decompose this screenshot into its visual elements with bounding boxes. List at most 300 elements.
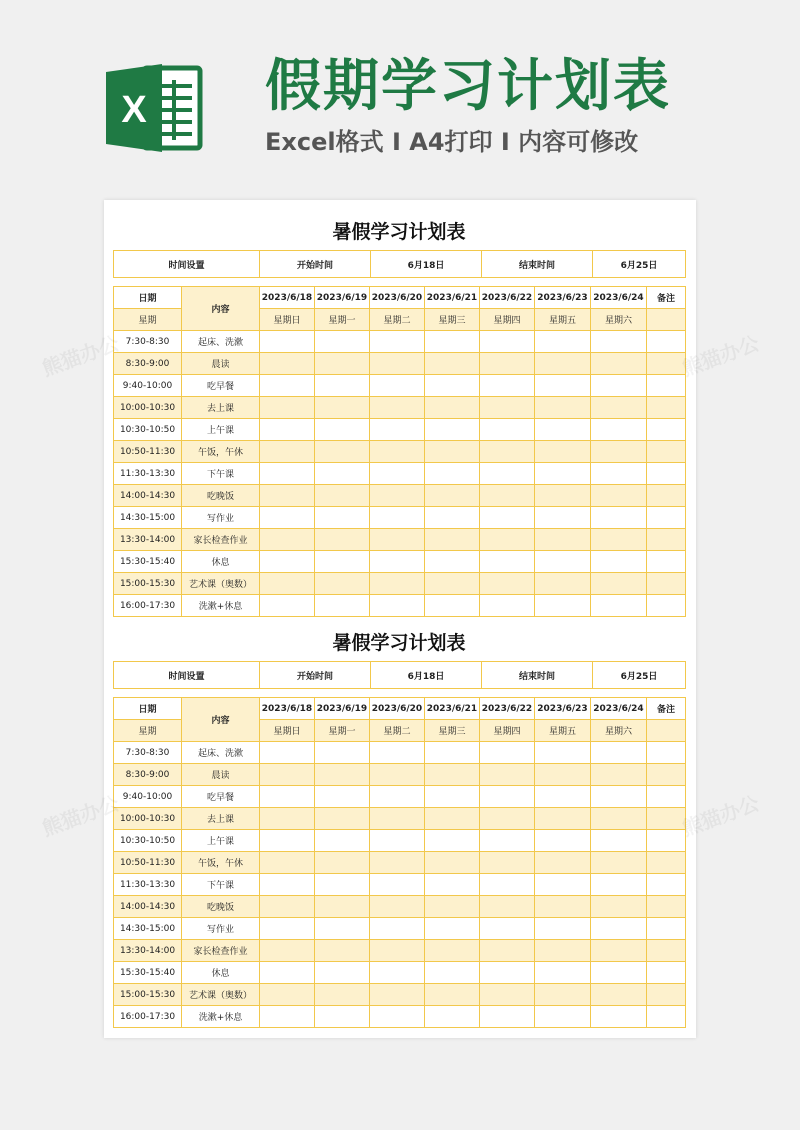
- schedule-entry-cell[interactable]: [591, 595, 647, 617]
- schedule-entry-cell[interactable]: [260, 962, 315, 984]
- schedule-entry-cell[interactable]: [370, 441, 425, 463]
- schedule-entry-cell[interactable]: [260, 764, 315, 786]
- schedule-entry-cell[interactable]: [260, 507, 315, 529]
- schedule-entry-cell[interactable]: [647, 786, 686, 808]
- time-slot-cell: 8:30-9:00: [114, 353, 182, 375]
- schedule-entry-cell[interactable]: [370, 463, 425, 485]
- schedule-entry-cell[interactable]: [647, 441, 686, 463]
- schedule-entry-cell[interactable]: [315, 595, 370, 617]
- weekday-cell: 星期四: [480, 309, 535, 331]
- schedule-entry-cell[interactable]: [260, 830, 315, 852]
- activity-cell: 休息: [182, 962, 260, 984]
- schedule-entry-cell[interactable]: [647, 764, 686, 786]
- schedule-entry-cell[interactable]: [480, 463, 535, 485]
- activity-cell: 晨读: [182, 353, 260, 375]
- schedule-entry-cell[interactable]: [315, 375, 370, 397]
- schedule-entry-cell[interactable]: [480, 852, 535, 874]
- schedule-entry-cell[interactable]: [425, 808, 480, 830]
- schedule-entry-cell[interactable]: [647, 463, 686, 485]
- time-setting-label: 时间设置: [114, 251, 260, 278]
- schedule-entry-cell[interactable]: [647, 573, 686, 595]
- schedule-entry-cell[interactable]: [315, 463, 370, 485]
- schedule-entry-cell[interactable]: [260, 353, 315, 375]
- schedule-entry-cell[interactable]: [647, 331, 686, 353]
- schedule-entry-cell[interactable]: [315, 573, 370, 595]
- schedule-entry-cell[interactable]: [425, 551, 480, 573]
- weekday-cell: 星期六: [591, 309, 647, 331]
- time-slot-cell: 14:00-14:30: [114, 485, 182, 507]
- schedule-entry-cell[interactable]: [260, 419, 315, 441]
- schedule-entry-cell[interactable]: [425, 984, 480, 1006]
- schedule-entry-cell[interactable]: [315, 485, 370, 507]
- schedule-entry-cell[interactable]: [647, 353, 686, 375]
- schedule-entry-cell[interactable]: [647, 896, 686, 918]
- schedule-entry-cell[interactable]: [535, 830, 591, 852]
- schedule-entry-cell[interactable]: [535, 441, 591, 463]
- schedule-entry-cell[interactable]: [647, 485, 686, 507]
- schedule-entry-cell[interactable]: [535, 595, 591, 617]
- schedule-entry-cell[interactable]: [315, 786, 370, 808]
- sheet-title: 暑假学习计划表: [332, 221, 466, 243]
- schedule-entry-cell[interactable]: [425, 764, 480, 786]
- schedule-entry-cell[interactable]: [591, 507, 647, 529]
- activity-cell: 洗漱+休息: [182, 1006, 260, 1028]
- schedule-entry-cell[interactable]: [260, 808, 315, 830]
- date-cell: 2023/6/18: [260, 287, 315, 309]
- schedule-entry-cell[interactable]: [480, 830, 535, 852]
- time-slot-cell: 10:50-11:30: [114, 852, 182, 874]
- weekday-header: 星期: [114, 309, 182, 331]
- schedule-entry-cell[interactable]: [591, 918, 647, 940]
- schedule-entry-cell[interactable]: [535, 485, 591, 507]
- schedule-entry-cell[interactable]: [260, 742, 315, 764]
- schedule-entry-cell[interactable]: [370, 331, 425, 353]
- schedule-entry-cell[interactable]: [480, 764, 535, 786]
- schedule-entry-cell[interactable]: [591, 551, 647, 573]
- schedule-entry-cell[interactable]: [370, 918, 425, 940]
- schedule-entry-cell[interactable]: [647, 529, 686, 551]
- table-row: [114, 573, 686, 595]
- schedule-entry-cell[interactable]: [535, 573, 591, 595]
- schedule-entry-cell[interactable]: [370, 551, 425, 573]
- schedule-entry-cell[interactable]: [535, 419, 591, 441]
- schedule-entry-cell[interactable]: [591, 485, 647, 507]
- table-row: [114, 551, 686, 573]
- excel-logo-icon: [104, 62, 204, 154]
- time-slot-cell: 10:50-11:30: [114, 441, 182, 463]
- start-time-label: 开始时间: [260, 662, 371, 689]
- schedule-entry-cell[interactable]: [425, 786, 480, 808]
- date-cell: 2023/6/22: [480, 287, 535, 309]
- schedule-entry-cell[interactable]: [370, 507, 425, 529]
- time-setting-label: 时间设置: [114, 662, 260, 689]
- schedule-entry-cell[interactable]: [315, 808, 370, 830]
- weekday-cell: 星期二: [370, 720, 425, 742]
- table-row: [114, 808, 686, 830]
- schedule-entry-cell[interactable]: [535, 397, 591, 419]
- schedule-entry-cell[interactable]: [425, 742, 480, 764]
- schedule-entry-cell[interactable]: [535, 896, 591, 918]
- table-row: [114, 852, 686, 874]
- schedule-entry-cell[interactable]: [425, 896, 480, 918]
- time-slot-cell: 10:00-10:30: [114, 808, 182, 830]
- schedule-entry-cell[interactable]: [425, 830, 480, 852]
- schedule-entry-cell[interactable]: [480, 507, 535, 529]
- activity-cell: 去上课: [182, 397, 260, 419]
- table-row: [114, 984, 686, 1006]
- schedule-entry-cell[interactable]: [591, 331, 647, 353]
- schedule-entry-cell[interactable]: [260, 984, 315, 1006]
- schedule-entry-cell[interactable]: [535, 764, 591, 786]
- activity-cell: 上午课: [182, 830, 260, 852]
- schedule-entry-cell[interactable]: [425, 940, 480, 962]
- table-row: [114, 786, 686, 808]
- time-setting-table: [113, 661, 686, 689]
- weekday-cell: 星期一: [315, 309, 370, 331]
- schedule-entry-cell[interactable]: [591, 874, 647, 896]
- schedule-entry-cell[interactable]: [315, 1006, 370, 1028]
- schedule-entry-cell[interactable]: [315, 962, 370, 984]
- activity-cell: 写作业: [182, 507, 260, 529]
- time-slot-cell: 7:30-8:30: [114, 742, 182, 764]
- schedule-entry-cell[interactable]: [591, 463, 647, 485]
- schedule-entry-cell[interactable]: [647, 918, 686, 940]
- schedule-entry-cell[interactable]: [370, 764, 425, 786]
- schedule-entry-cell[interactable]: [591, 852, 647, 874]
- schedule-entry-cell[interactable]: [260, 551, 315, 573]
- schedule-entry-cell[interactable]: [315, 419, 370, 441]
- schedule-entry-cell[interactable]: [425, 529, 480, 551]
- activity-cell: 起床、洗漱: [182, 742, 260, 764]
- time-slot-cell: 16:00-17:30: [114, 1006, 182, 1028]
- schedule-entry-cell[interactable]: [535, 375, 591, 397]
- schedule-entry-cell[interactable]: [260, 485, 315, 507]
- table-row: [114, 918, 686, 940]
- weekday-cell: 星期三: [425, 309, 480, 331]
- schedule-entry-cell[interactable]: [370, 830, 425, 852]
- schedule-entry-cell[interactable]: [535, 786, 591, 808]
- schedule-entry-cell[interactable]: [480, 551, 535, 573]
- schedule-entry-cell[interactable]: [370, 375, 425, 397]
- schedule-entry-cell[interactable]: [480, 375, 535, 397]
- schedule-entry-cell[interactable]: [591, 830, 647, 852]
- schedule-entry-cell[interactable]: [480, 529, 535, 551]
- schedule-entry-cell[interactable]: [647, 1006, 686, 1028]
- schedule-entry-cell[interactable]: [591, 896, 647, 918]
- schedule-entry-cell[interactable]: [480, 485, 535, 507]
- schedule-entry-cell[interactable]: [425, 485, 480, 507]
- date-cell: 2023/6/21: [425, 698, 480, 720]
- schedule-entry-cell[interactable]: [591, 573, 647, 595]
- weekday-cell: 星期二: [370, 309, 425, 331]
- schedule-entry-cell[interactable]: [260, 573, 315, 595]
- weekday-cell: 星期日: [260, 720, 315, 742]
- schedule-entry-cell[interactable]: [647, 595, 686, 617]
- schedule-entry-cell[interactable]: [260, 940, 315, 962]
- schedule-entry-cell[interactable]: [591, 940, 647, 962]
- schedule-entry-cell[interactable]: [647, 551, 686, 573]
- schedule-entry-cell[interactable]: [425, 595, 480, 617]
- schedule-entry-cell[interactable]: [315, 984, 370, 1006]
- schedule-entry-cell[interactable]: [370, 742, 425, 764]
- end-time-value: 6月25日: [593, 251, 686, 278]
- schedule-entry-cell[interactable]: [591, 764, 647, 786]
- schedule-entry-cell[interactable]: [591, 529, 647, 551]
- notes-header: 备注: [647, 287, 686, 309]
- schedule-entry-cell[interactable]: [535, 463, 591, 485]
- schedule-entry-cell[interactable]: [591, 441, 647, 463]
- schedule-entry-cell[interactable]: [370, 808, 425, 830]
- schedule-entry-cell[interactable]: [480, 419, 535, 441]
- schedule-entry-cell[interactable]: [535, 331, 591, 353]
- date-header: 日期: [114, 698, 182, 720]
- page-subtitle: Excel格式 I A4打印 I 内容可修改: [265, 128, 639, 156]
- table-row: [114, 463, 686, 485]
- document-page: [104, 200, 696, 1038]
- schedule-entry-cell[interactable]: [480, 962, 535, 984]
- schedule-entry-cell[interactable]: [425, 962, 480, 984]
- activity-cell: 吃早餐: [182, 375, 260, 397]
- schedule-entry-cell[interactable]: [260, 375, 315, 397]
- schedule-entry-cell[interactable]: [535, 962, 591, 984]
- schedule-entry-cell[interactable]: [260, 786, 315, 808]
- schedule-table: [113, 286, 686, 617]
- schedule-entry-cell[interactable]: [591, 375, 647, 397]
- weekday-cell: 星期五: [535, 720, 591, 742]
- schedule-entry-cell[interactable]: [425, 874, 480, 896]
- schedule-entry-cell[interactable]: [425, 419, 480, 441]
- schedule-entry-cell[interactable]: [647, 375, 686, 397]
- start-time-value: 6月18日: [371, 251, 482, 278]
- schedule-entry-cell[interactable]: [425, 375, 480, 397]
- schedule-entry-cell[interactable]: [480, 573, 535, 595]
- activity-cell: 去上课: [182, 808, 260, 830]
- schedule-entry-cell[interactable]: [315, 331, 370, 353]
- schedule-entry-cell[interactable]: [315, 742, 370, 764]
- date-cell: 2023/6/20: [370, 287, 425, 309]
- schedule-entry-cell[interactable]: [535, 918, 591, 940]
- start-time-value: 6月18日: [371, 662, 482, 689]
- schedule-entry-cell[interactable]: [315, 874, 370, 896]
- schedule-entry-cell[interactable]: [260, 874, 315, 896]
- activity-cell: 下午课: [182, 463, 260, 485]
- table-row: [114, 441, 686, 463]
- schedule-entry-cell[interactable]: [647, 940, 686, 962]
- schedule-entry-cell[interactable]: [480, 595, 535, 617]
- schedule-entry-cell[interactable]: [370, 962, 425, 984]
- watermark: 熊猫办公: [38, 330, 123, 381]
- schedule-entry-cell[interactable]: [591, 419, 647, 441]
- schedule-entry-cell[interactable]: [315, 529, 370, 551]
- schedule-entry-cell[interactable]: [535, 551, 591, 573]
- time-slot-cell: 14:30-15:00: [114, 507, 182, 529]
- schedule-entry-cell[interactable]: [260, 595, 315, 617]
- table-row: [114, 742, 686, 764]
- schedule-entry-cell[interactable]: [370, 485, 425, 507]
- weekday-cell: 星期三: [425, 720, 480, 742]
- start-time-label: 开始时间: [260, 251, 371, 278]
- schedule-entry-cell[interactable]: [591, 1006, 647, 1028]
- schedule-entry-cell[interactable]: [370, 896, 425, 918]
- schedule-entry-cell[interactable]: [535, 852, 591, 874]
- schedule-entry-cell[interactable]: [480, 940, 535, 962]
- schedule-entry-cell[interactable]: [647, 808, 686, 830]
- schedule-entry-cell[interactable]: [480, 331, 535, 353]
- schedule-entry-cell[interactable]: [370, 419, 425, 441]
- schedule-entry-cell[interactable]: [535, 1006, 591, 1028]
- date-cell: 2023/6/20: [370, 698, 425, 720]
- schedule-entry-cell[interactable]: [591, 984, 647, 1006]
- schedule-entry-cell[interactable]: [647, 830, 686, 852]
- schedule-entry-cell[interactable]: [480, 918, 535, 940]
- schedule-entry-cell[interactable]: [480, 874, 535, 896]
- schedule-entry-cell[interactable]: [260, 397, 315, 419]
- schedule-entry-cell[interactable]: [370, 940, 425, 962]
- schedule-entry-cell[interactable]: [315, 507, 370, 529]
- schedule-entry-cell[interactable]: [370, 1006, 425, 1028]
- schedule-sheet-2: [113, 625, 685, 1028]
- schedule-entry-cell[interactable]: [480, 353, 535, 375]
- activity-cell: 午饭，午休: [182, 852, 260, 874]
- schedule-entry-cell[interactable]: [315, 441, 370, 463]
- table-row: [114, 397, 686, 419]
- time-slot-cell: 15:30-15:40: [114, 551, 182, 573]
- schedule-entry-cell[interactable]: [535, 742, 591, 764]
- schedule-entry-cell[interactable]: [535, 507, 591, 529]
- table-row: [114, 830, 686, 852]
- schedule-entry-cell[interactable]: [370, 573, 425, 595]
- schedule-entry-cell[interactable]: [591, 742, 647, 764]
- schedule-entry-cell[interactable]: [425, 331, 480, 353]
- schedule-entry-cell[interactable]: [591, 808, 647, 830]
- schedule-entry-cell[interactable]: [535, 984, 591, 1006]
- schedule-entry-cell[interactable]: [370, 984, 425, 1006]
- schedule-entry-cell[interactable]: [315, 830, 370, 852]
- schedule-entry-cell[interactable]: [260, 852, 315, 874]
- schedule-entry-cell[interactable]: [647, 984, 686, 1006]
- schedule-entry-cell[interactable]: [647, 507, 686, 529]
- schedule-entry-cell[interactable]: [425, 918, 480, 940]
- schedule-entry-cell[interactable]: [315, 764, 370, 786]
- activity-cell: 晨读: [182, 764, 260, 786]
- time-slot-cell: 16:00-17:30: [114, 595, 182, 617]
- schedule-entry-cell[interactable]: [480, 896, 535, 918]
- schedule-entry-cell[interactable]: [480, 786, 535, 808]
- time-slot-cell: 15:30-15:40: [114, 962, 182, 984]
- time-setting-table: [113, 250, 686, 278]
- schedule-entry-cell[interactable]: [647, 962, 686, 984]
- schedule-entry-cell[interactable]: [425, 397, 480, 419]
- activity-cell: 吃晚饭: [182, 896, 260, 918]
- schedule-entry-cell[interactable]: [315, 940, 370, 962]
- activity-cell: 吃晚饭: [182, 485, 260, 507]
- schedule-entry-cell[interactable]: [647, 419, 686, 441]
- schedule-entry-cell[interactable]: [480, 742, 535, 764]
- schedule-entry-cell[interactable]: [535, 353, 591, 375]
- schedule-entry-cell[interactable]: [425, 463, 480, 485]
- schedule-entry-cell[interactable]: [370, 529, 425, 551]
- watermark: 熊猫办公: [38, 790, 123, 841]
- schedule-entry-cell[interactable]: [260, 441, 315, 463]
- schedule-entry-cell[interactable]: [370, 874, 425, 896]
- schedule-entry-cell[interactable]: [315, 896, 370, 918]
- schedule-entry-cell[interactable]: [480, 808, 535, 830]
- schedule-entry-cell[interactable]: [591, 353, 647, 375]
- end-time-label: 结束时间: [482, 662, 593, 689]
- weekday-cell: 星期六: [591, 720, 647, 742]
- schedule-entry-cell[interactable]: [535, 940, 591, 962]
- schedule-entry-cell[interactable]: [260, 529, 315, 551]
- schedule-entry-cell[interactable]: [425, 507, 480, 529]
- schedule-entry-cell[interactable]: [480, 984, 535, 1006]
- schedule-entry-cell[interactable]: [425, 852, 480, 874]
- schedule-entry-cell[interactable]: [591, 397, 647, 419]
- schedule-entry-cell[interactable]: [480, 441, 535, 463]
- schedule-entry-cell[interactable]: [591, 786, 647, 808]
- time-slot-cell: 10:30-10:50: [114, 419, 182, 441]
- banner: [0, 0, 800, 190]
- schedule-table: [113, 697, 686, 1028]
- schedule-entry-cell[interactable]: [647, 742, 686, 764]
- notes-header: 备注: [647, 698, 686, 720]
- table-row: [114, 353, 686, 375]
- schedule-entry-cell[interactable]: [370, 595, 425, 617]
- schedule-entry-cell[interactable]: [260, 896, 315, 918]
- schedule-entry-cell[interactable]: [315, 852, 370, 874]
- schedule-entry-cell[interactable]: [260, 1006, 315, 1028]
- schedule-entry-cell[interactable]: [315, 551, 370, 573]
- date-cell: 2023/6/23: [535, 287, 591, 309]
- schedule-entry-cell[interactable]: [647, 852, 686, 874]
- schedule-entry-cell[interactable]: [647, 397, 686, 419]
- date-cell: 2023/6/21: [425, 287, 480, 309]
- schedule-entry-cell[interactable]: [370, 397, 425, 419]
- schedule-entry-cell[interactable]: [370, 852, 425, 874]
- schedule-entry-cell[interactable]: [370, 786, 425, 808]
- time-slot-cell: 7:30-8:30: [114, 331, 182, 353]
- schedule-entry-cell[interactable]: [260, 331, 315, 353]
- schedule-entry-cell[interactable]: [425, 1006, 480, 1028]
- watermark: 熊猫办公: [678, 330, 763, 381]
- schedule-entry-cell[interactable]: [591, 962, 647, 984]
- schedule-entry-cell[interactable]: [315, 397, 370, 419]
- notes-cell: [647, 309, 686, 331]
- schedule-entry-cell[interactable]: [315, 918, 370, 940]
- schedule-entry-cell[interactable]: [480, 397, 535, 419]
- weekday-cell: 星期四: [480, 720, 535, 742]
- schedule-entry-cell[interactable]: [425, 573, 480, 595]
- time-slot-cell: 13:30-14:00: [114, 940, 182, 962]
- activity-cell: 午饭，午休: [182, 441, 260, 463]
- schedule-entry-cell[interactable]: [425, 441, 480, 463]
- schedule-entry-cell[interactable]: [260, 918, 315, 940]
- schedule-entry-cell[interactable]: [647, 874, 686, 896]
- schedule-entry-cell[interactable]: [315, 353, 370, 375]
- activity-cell: 家长检查作业: [182, 529, 260, 551]
- schedule-entry-cell[interactable]: [260, 463, 315, 485]
- schedule-entry-cell[interactable]: [425, 353, 480, 375]
- schedule-entry-cell[interactable]: [480, 1006, 535, 1028]
- time-slot-cell: 15:00-15:30: [114, 573, 182, 595]
- table-row: [114, 485, 686, 507]
- activity-cell: 家长检查作业: [182, 940, 260, 962]
- schedule-entry-cell[interactable]: [535, 529, 591, 551]
- schedule-entry-cell[interactable]: [535, 874, 591, 896]
- schedule-entry-cell[interactable]: [370, 353, 425, 375]
- table-row: [114, 529, 686, 551]
- sheet-title: 暑假学习计划表: [332, 632, 466, 654]
- schedule-entry-cell[interactable]: [535, 808, 591, 830]
